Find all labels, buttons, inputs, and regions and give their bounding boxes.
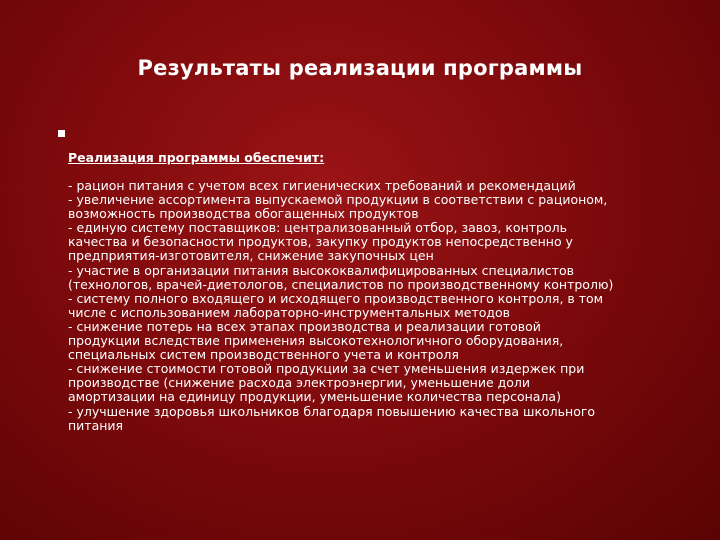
text-line: - участие в организации питания высококвалифицированных специалистов (68, 262, 574, 278)
text-line: амортизации на единицу продукции, уменьшение количества персонала) (68, 389, 561, 405)
text-line: - систему полного входящего и исходящего производственного контроля, в том (68, 290, 604, 306)
slide-content (68, 150, 668, 433)
text-line: - увеличение ассортимента выпускаемой продукции в соответствии с рационом, (68, 192, 608, 208)
text-line: качества и безопасности продуктов, закупку продуктов непосредственно у (68, 234, 573, 250)
slide-title: Результаты реализации программы (137, 56, 583, 80)
text-line: производстве (снижение расхода электроэнергии, уменьшение доли (68, 375, 531, 391)
text-line: специальных систем производственного учета и контроля (68, 347, 459, 363)
text-line: - рацион питания с учетом всех гигиенических требований и рекомендаций (68, 178, 576, 193)
results-list (68, 179, 668, 433)
text-line: - снижение стоимости готовой продукции за счет уменьшения издержек при (68, 361, 585, 377)
text-line: продукции вследствие применения высокотехнологичного оборудования, (68, 333, 564, 349)
text-line: числе с использованием лабораторно-инструментальных методов (68, 304, 511, 320)
text-line: питания (68, 417, 124, 433)
text-line: предприятия-изготовителя, снижение закупочных цен (68, 248, 434, 264)
bullet-square-icon (58, 130, 65, 137)
text-line: возможность производства обогащенных продуктов (68, 206, 419, 222)
text-line: - снижение потерь на всех этапах производства и реализации готовой (68, 318, 541, 334)
text-line: - улучшение здоровья школьников благодаря повышению качества школьного (68, 403, 596, 419)
subheading: Реализация программы обеспечит: (68, 150, 325, 165)
text-line: (технологов, врачей-диетологов, специалистов по производственному контролю) (68, 276, 614, 292)
text-line: - единую систему поставщиков: централизованный отбор, завоз, контроль (68, 220, 567, 236)
